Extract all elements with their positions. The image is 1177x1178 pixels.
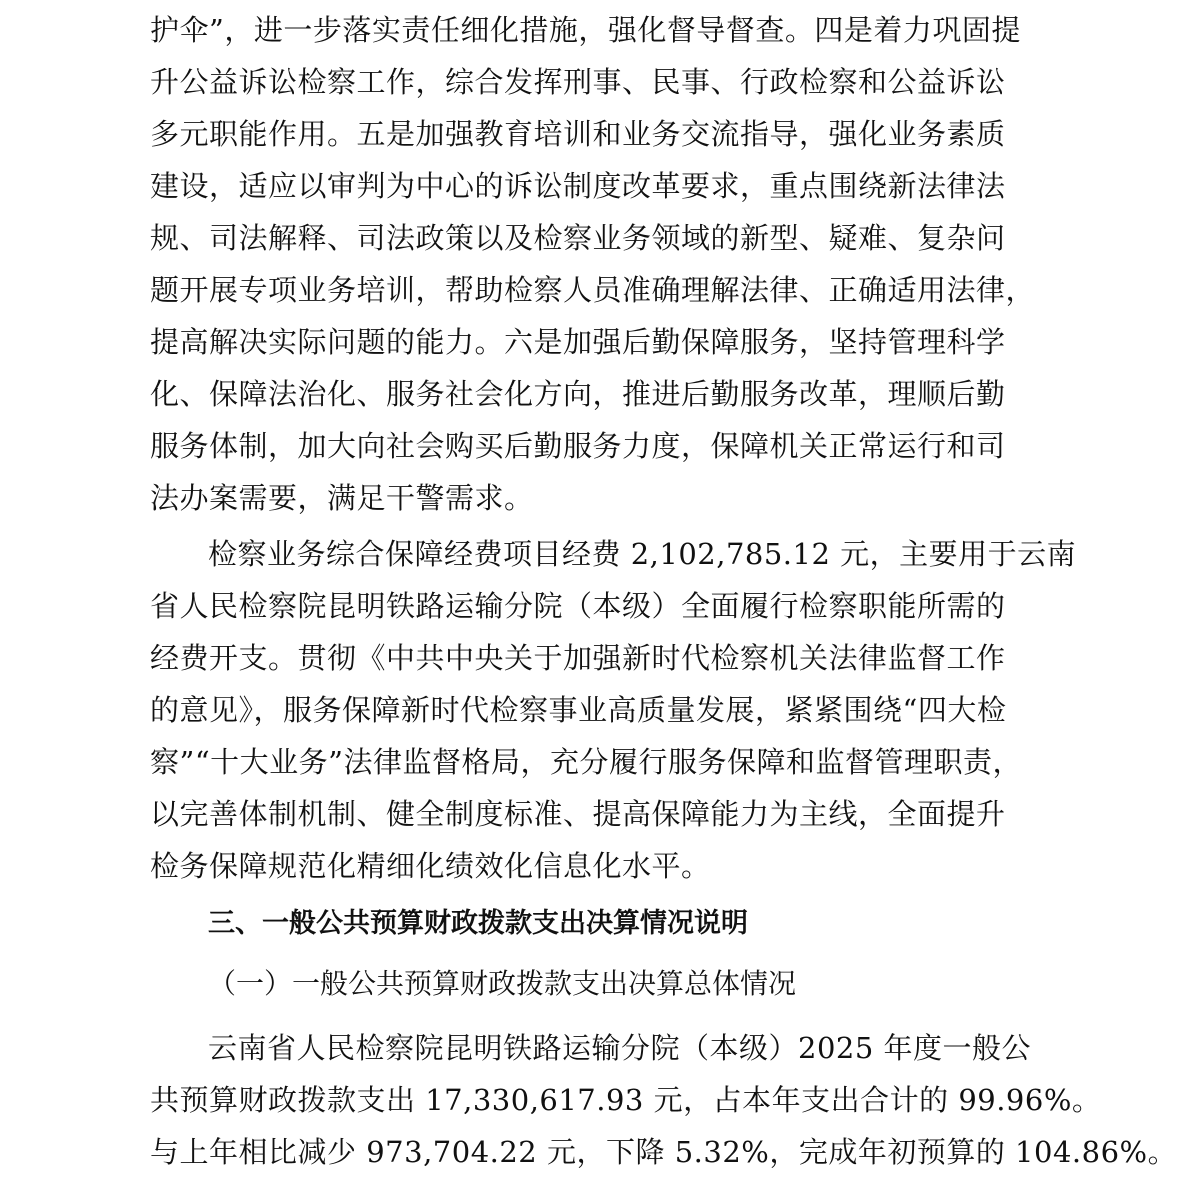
text-line: 共预算财政拨款支出 17,330,617.93 元，占本年支出合计的 99.96%。 [150, 1083, 1102, 1117]
text-line: 经费开支。贯彻《中共中央关于加强新时代检察机关法律监督工作 [150, 641, 1006, 675]
text-line: 护伞”，进一步落实责任细化措施，强化督导督查。四是着力巩固提 [150, 13, 1021, 47]
text-line: 检务保障规范化精细化绩效化信息化水平。 [150, 849, 711, 883]
text-line: 升公益诉讼检察工作，综合发挥刑事、民事、行政检察和公益诉讼 [150, 65, 1006, 99]
text-line: 的意见》，服务保障新时代检察事业高质量发展，紧紧围绕“四大检 [150, 693, 1007, 727]
text-line: 多元职能作用。五是加强教育培训和业务交流指导，强化业务素质 [150, 117, 1006, 151]
text-line: 建设，适应以审判为中心的诉讼制度改革要求，重点围绕新法律法 [150, 169, 1006, 203]
text-line: 云南省人民检察院昆明铁路运输分院（本级）2025 年度一般公 [208, 1031, 1032, 1065]
text-line: 省人民检察院昆明铁路运输分院（本级）全面履行检察职能所需的 [150, 589, 1006, 623]
subsection-heading: （一）一般公共预算财政拨款支出决算总体情况 [208, 967, 797, 1000]
paragraph-work-measures [150, 4, 1036, 524]
text-line: 检察业务综合保障经费项目经费 2,102,785.12 元，主要用于云南 [208, 537, 1077, 571]
text-line: 题开展专项业务培训，帮助检察人员准确理解法律、正确适用法律， [150, 273, 1036, 307]
text-line: 法办案需要，满足干警需求。 [150, 481, 534, 515]
text-line: 化、保障法治化、服务社会化方向，推进后勤服务改革，理顺后勤 [150, 377, 1006, 411]
paragraph-expenditure-overview [150, 1022, 1177, 1178]
text-line: 察”“十大业务”法律监督格局，充分履行服务保障和监督管理职责， [150, 745, 1022, 779]
text-line: 与上年相比减少 973,704.22 元，下降 5.32%，完成年初预算的 104.86%。 [150, 1135, 1177, 1169]
text-line: 服务体制，加大向社会购买后勤服务力度，保障机关正常运行和司 [150, 429, 1006, 463]
text-line: 以完善体制机制、健全制度标准、提高保障能力为主线，全面提升 [150, 797, 1006, 831]
text-line: 规、司法解释、司法政策以及检察业务领域的新型、疑难、复杂问 [150, 221, 1006, 255]
paragraph-project-funding [150, 528, 1077, 892]
text-line: 提高解决实际问题的能力。六是加强后勤保障服务，坚持管理科学 [150, 325, 1006, 359]
section-heading: 三、一般公共预算财政拨款支出决算情况说明 [208, 908, 748, 939]
